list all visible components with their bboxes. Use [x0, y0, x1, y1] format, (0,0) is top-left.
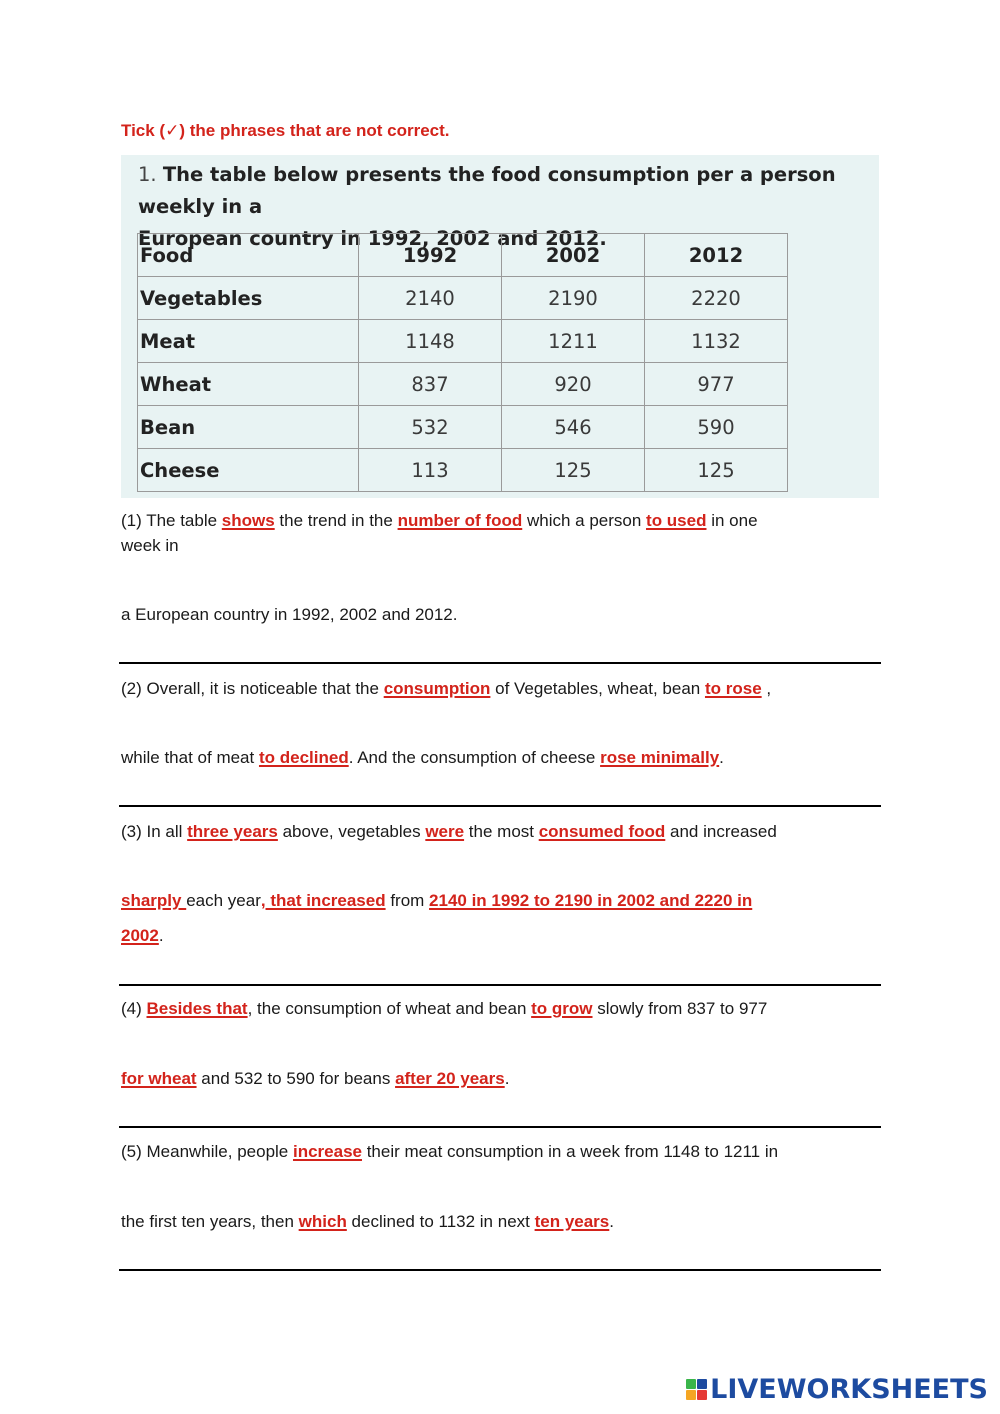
exercise-3-line-3: [121, 926, 881, 946]
sentence-text: from: [385, 891, 430, 910]
sentence-text: the trend in the: [274, 511, 398, 530]
table-cell: 2140: [359, 277, 502, 320]
logo-tile: [697, 1379, 707, 1389]
table-cell: Bean: [138, 406, 359, 449]
sentence-text: and increased: [665, 822, 777, 841]
tickable-phrase[interactable]: shows: [221, 511, 275, 530]
divider: [119, 984, 881, 986]
table-cell: Vegetables: [138, 277, 359, 320]
task-number: 1.: [138, 163, 157, 186]
exercise-4-line-1: [121, 999, 881, 1019]
tickable-phrase[interactable]: three years: [187, 822, 278, 841]
sentence-text: the most: [464, 822, 539, 841]
exercise-3-line-2: [121, 891, 881, 911]
sentence-text: declined to 1132 in next: [346, 1212, 535, 1231]
logo-text: LIVEWORKSHEETS: [710, 1373, 988, 1405]
tickable-phrase[interactable]: to rose: [704, 679, 762, 698]
logo-tile: [697, 1390, 707, 1400]
table-cell: Wheat: [138, 363, 359, 406]
table-cell: 590: [645, 406, 788, 449]
table-cell: 920: [502, 363, 645, 406]
task-prompt-box: [121, 155, 879, 498]
task-title-line2: European country in 1992, 2002 and 2012.: [138, 227, 607, 250]
table-cell: 546: [502, 406, 645, 449]
table-cell: 837: [359, 363, 502, 406]
sentence-text: (2) Overall, it is noticeable that the: [121, 679, 384, 698]
sentence-text: .: [158, 926, 164, 945]
exercise-1-line-3: a European country in 1992, 2002 and 2012.: [121, 605, 458, 624]
table-cell: 1211: [502, 320, 645, 363]
exercise-3-line-1: [121, 822, 881, 842]
tickable-phrase[interactable]: after 20 years: [395, 1069, 505, 1088]
sentence-text: (1) The table: [121, 511, 222, 530]
tickable-phrase[interactable]: rose minimally: [600, 748, 720, 767]
table-row: [138, 277, 788, 320]
table-cell: 1148: [359, 320, 502, 363]
sentence-text: the first ten years, then: [121, 1212, 299, 1231]
food-consumption-table: [137, 233, 788, 492]
sentence-text: of Vegetables, wheat, bean: [490, 679, 705, 698]
tickable-phrase[interactable]: 2140 in 1992 to 2190 in 2002 and 2220 in: [429, 891, 753, 910]
tickable-phrase[interactable]: which: [298, 1212, 347, 1231]
exercise-4-line-2: [121, 1069, 881, 1089]
sentence-text: and 532 to 590 for beans: [196, 1069, 396, 1088]
logo-tiles-icon: [686, 1379, 707, 1400]
sentence-text: .: [719, 748, 724, 767]
sentence-text: .: [504, 1069, 510, 1088]
tickable-phrase[interactable]: 2002: [121, 926, 159, 945]
table-header-cell: Food: [138, 234, 359, 277]
tickable-phrase[interactable]: ten years: [534, 1212, 610, 1231]
table-header-cell: 1992: [359, 234, 502, 277]
table-header-row: [138, 234, 788, 277]
table-header-cell: 2002: [502, 234, 645, 277]
divider: [119, 1126, 881, 1128]
tickable-phrase[interactable]: to used: [646, 511, 707, 530]
sentence-text: (3) In all: [121, 822, 188, 841]
sentence-text: which a person: [522, 511, 647, 530]
exercise-2-line-1: [121, 679, 881, 699]
sentence-text: (5) Meanwhile, people: [121, 1142, 293, 1161]
tickable-phrase[interactable]: , that increased: [260, 891, 386, 910]
table-cell: 977: [645, 363, 788, 406]
sentence-text: .: [609, 1212, 614, 1231]
instruction-heading: Tick (✓) the phrases that are not correct.: [121, 121, 450, 140]
table-cell: 113: [359, 449, 502, 492]
sentence-text: their meat consumption in a week from 1148 to 1211 in: [361, 1142, 779, 1161]
divider: [119, 662, 881, 664]
table-row: [138, 320, 788, 363]
tickable-phrase[interactable]: increase: [292, 1142, 362, 1161]
exercise-2-line-2: [121, 748, 881, 768]
tickable-phrase[interactable]: Besides that: [146, 999, 248, 1018]
tickable-phrase[interactable]: sharply: [121, 891, 187, 910]
table-cell: 125: [502, 449, 645, 492]
liveworksheets-logo: [686, 1374, 988, 1404]
logo-tile: [686, 1379, 696, 1389]
task-title-line1: The table below presents the food consumption per a person weekly in a: [138, 163, 836, 218]
sentence-text: . And the consumption of cheese: [348, 748, 601, 767]
table-header-cell: 2012: [645, 234, 788, 277]
sentence-text: (4): [121, 999, 147, 1018]
sentence-text: ,: [761, 679, 772, 698]
exercise-1-line-1: [121, 511, 881, 531]
sentence-text: while that of meat: [121, 748, 259, 767]
divider: [119, 805, 881, 807]
table-cell: 1132: [645, 320, 788, 363]
table-row: [138, 363, 788, 406]
tickable-phrase[interactable]: for wheat: [121, 1069, 197, 1088]
tickable-phrase[interactable]: consumption: [383, 679, 491, 698]
table-cell: Meat: [138, 320, 359, 363]
exercise-5-line-2: [121, 1212, 881, 1232]
table-cell: 2220: [645, 277, 788, 320]
table-cell: 125: [645, 449, 788, 492]
sentence-text: , the consumption of wheat and bean: [247, 999, 532, 1018]
tickable-phrase[interactable]: to declined: [258, 748, 349, 767]
tickable-phrase[interactable]: were: [425, 822, 465, 841]
table-cell: 2190: [502, 277, 645, 320]
sentence-text: slowly from 837 to 977: [592, 999, 768, 1018]
table-row: [138, 406, 788, 449]
table-cell: 532: [359, 406, 502, 449]
tickable-phrase[interactable]: number of food: [397, 511, 523, 530]
sentence-text: each year: [186, 891, 261, 910]
tickable-phrase[interactable]: consumed food: [538, 822, 666, 841]
logo-tile: [686, 1390, 696, 1400]
sentence-text: above, vegetables: [277, 822, 426, 841]
table-cell: Cheese: [138, 449, 359, 492]
sentence-text: in one: [706, 511, 758, 530]
exercise-5-line-1: [121, 1142, 881, 1162]
tickable-phrase[interactable]: to grow: [531, 999, 593, 1018]
table-row: [138, 449, 788, 492]
exercise-1-line-2: week in: [121, 536, 179, 555]
divider: [119, 1269, 881, 1271]
